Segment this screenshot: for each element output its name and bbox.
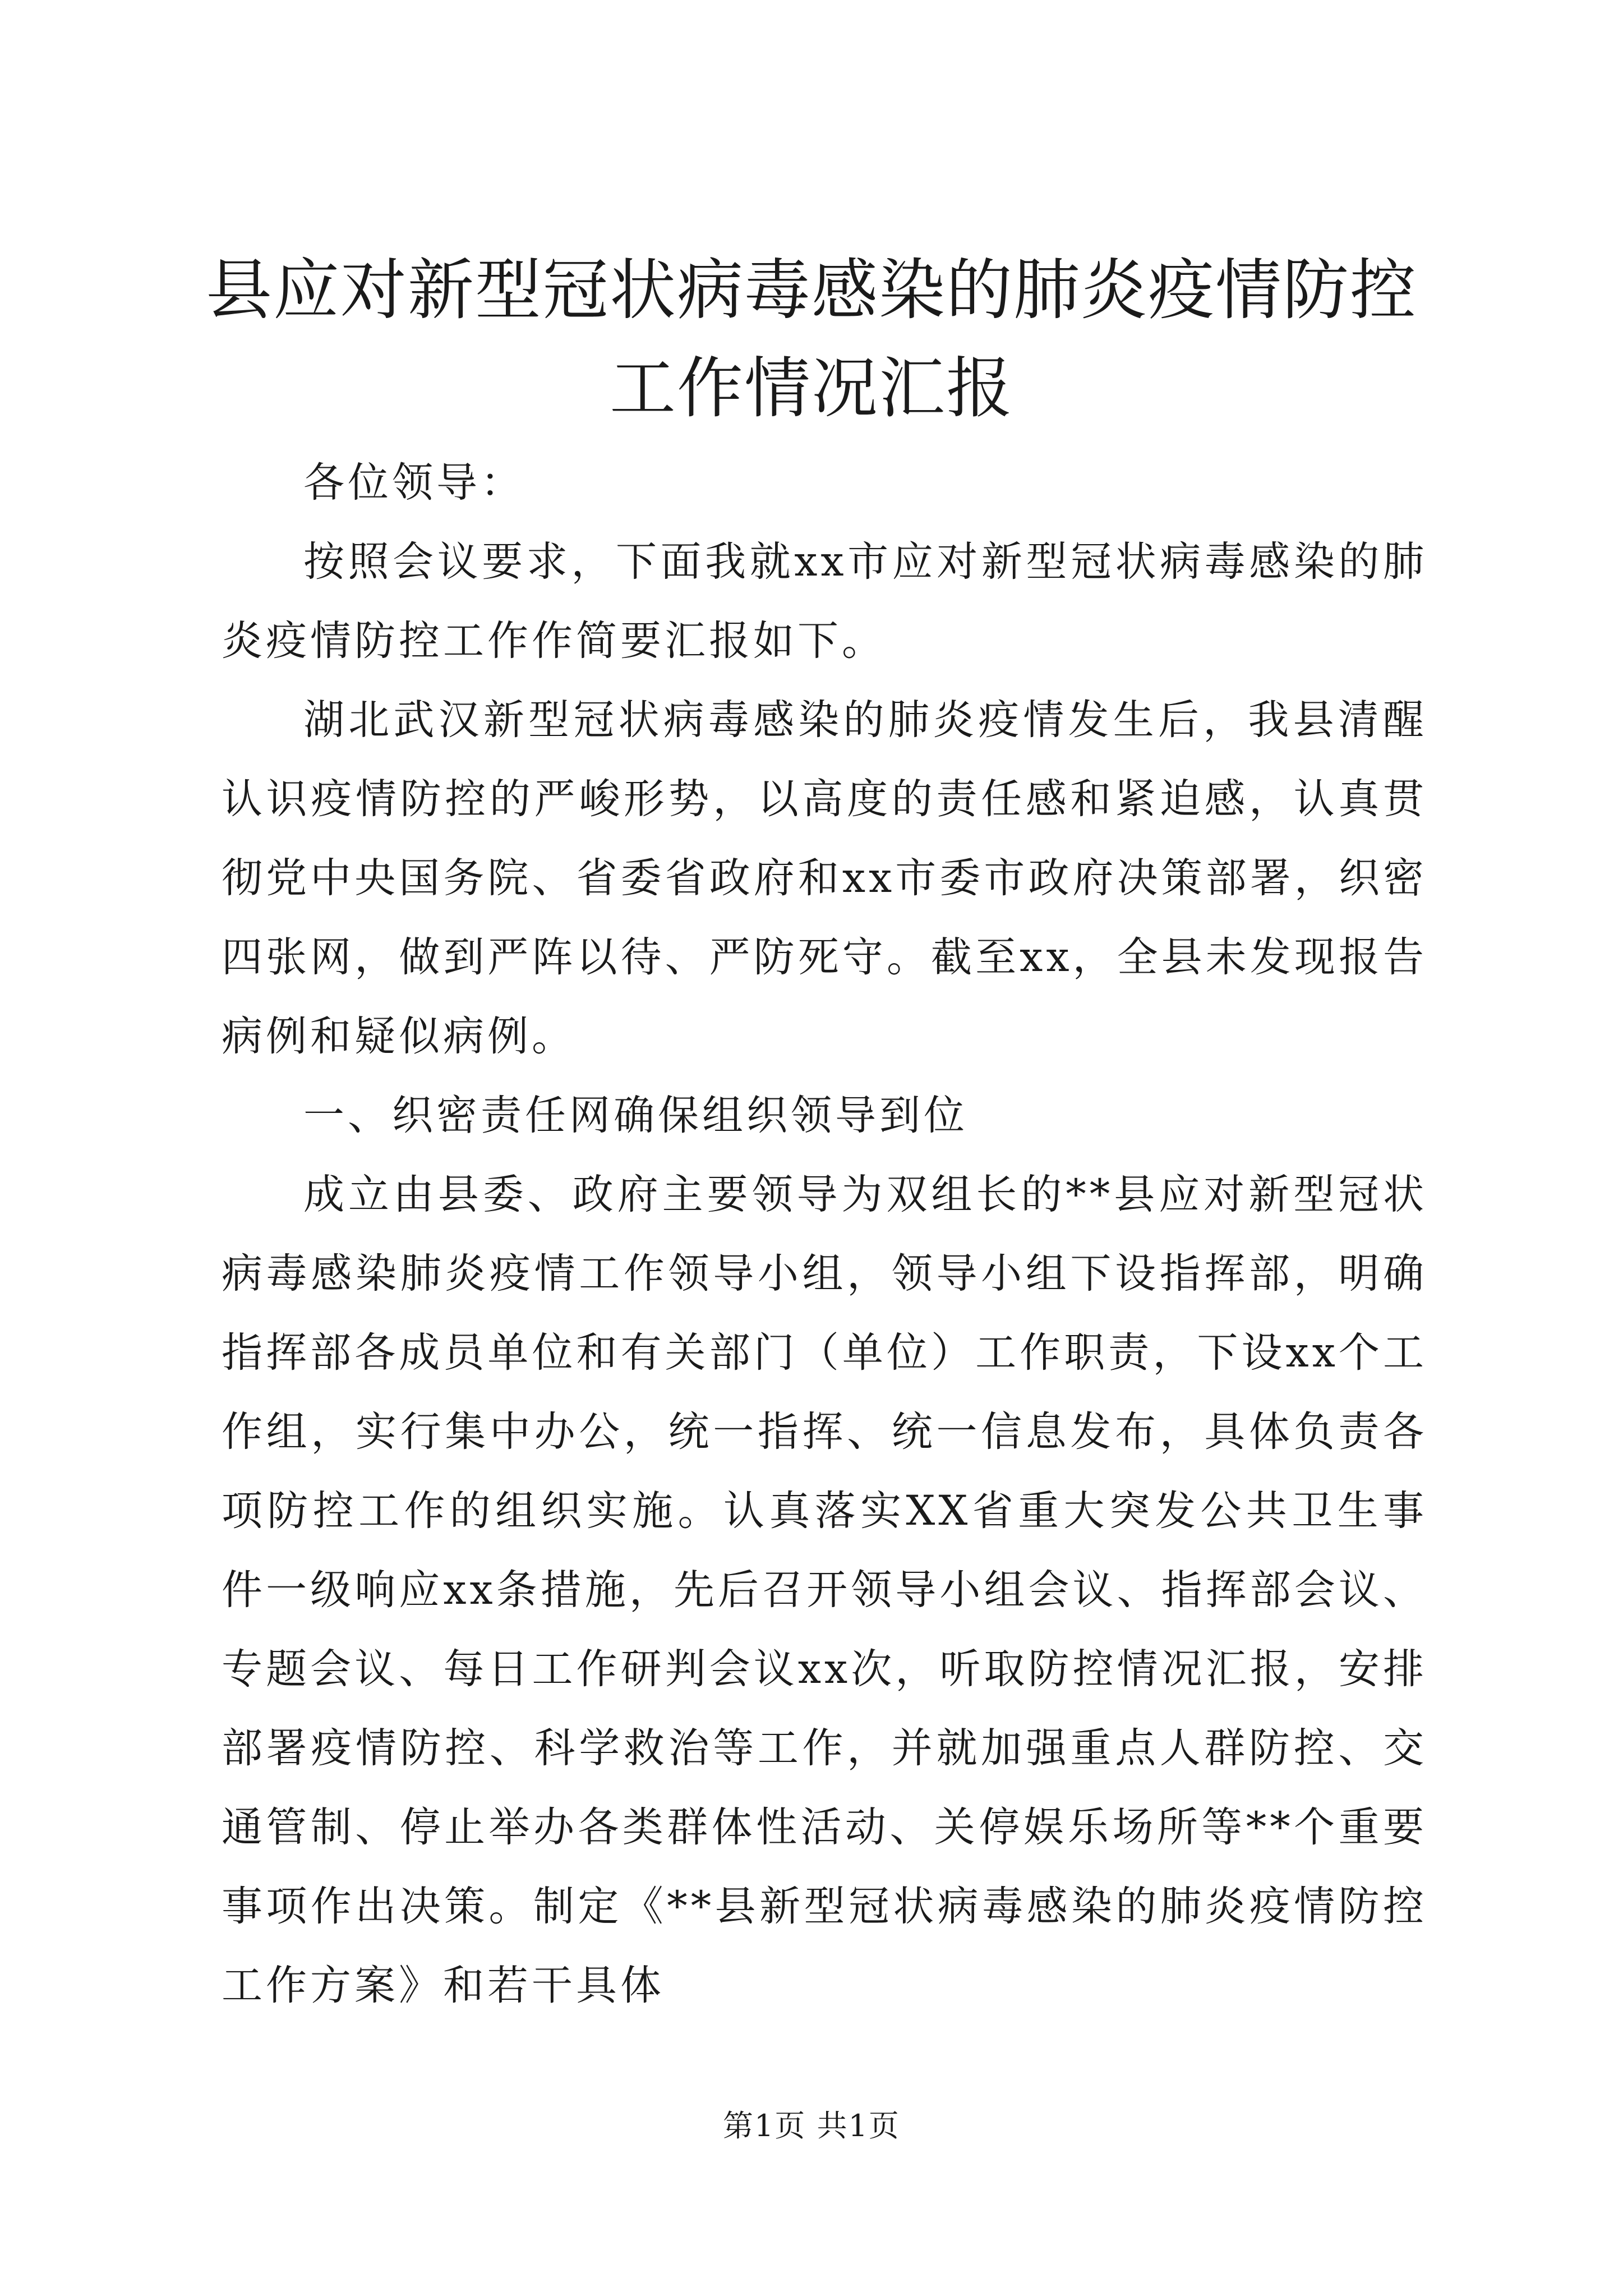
background-paragraph: 湖北武汉新型冠状病毒感染的肺炎疫情发生后，我县清醒认识疫情防控的严峻形势，以高度的责任感和紧迫感，认真贯彻党中央国务院、省委省政府和xx市委市政府决策部署，织密四张网，做到严阵以待、严防死守。截至xx，全县未发现报告病例和疑似病例。 [222,696,1427,1060]
document-title: 县应对新型冠状病毒感染的肺炎疫情防控工作情况汇报 [205,251,1417,427]
section-heading: 一、织密责任网确保组织领导到位 [303,1092,968,1139]
intro-paragraph: 按照会议要求，下面我就xx市应对新型冠状病毒感染的肺炎疫情防控工作作简要汇报如下。 [222,538,1427,665]
page-footer: 第1页 共1页 [723,2108,900,2143]
section-paragraph: 成立由县委、政府主要领导为双组长的**县应对新型冠状病毒感染肺炎疫情工作领导小组，领导小组下设指挥部，明确指挥部各成员单位和有关部门（单位）工作职责，下设xx个工作组，实行集中办公，统一指挥、统一信息发布，具体负责各项防控工作的组织实施。认真落实XX省重大突发公共卫生事件一级响应xx条措施，先后召开领导小组会议、指挥部会议、专题会议、每日工作研判会议xx次，听取防控情况汇报，安排部署疫情防控、科学救治等工作，并就加强重点人群防控、交通管制、停止举办各类群体性活动、关停娱乐场所等**个重要事项作出决策。制定《**县新型冠状病毒感染的肺炎疫情防控工作方案》和若干具体 [222,1171,1427,2009]
salutation: 各位领导： [303,459,525,507]
document-body [222,443,1427,2025]
